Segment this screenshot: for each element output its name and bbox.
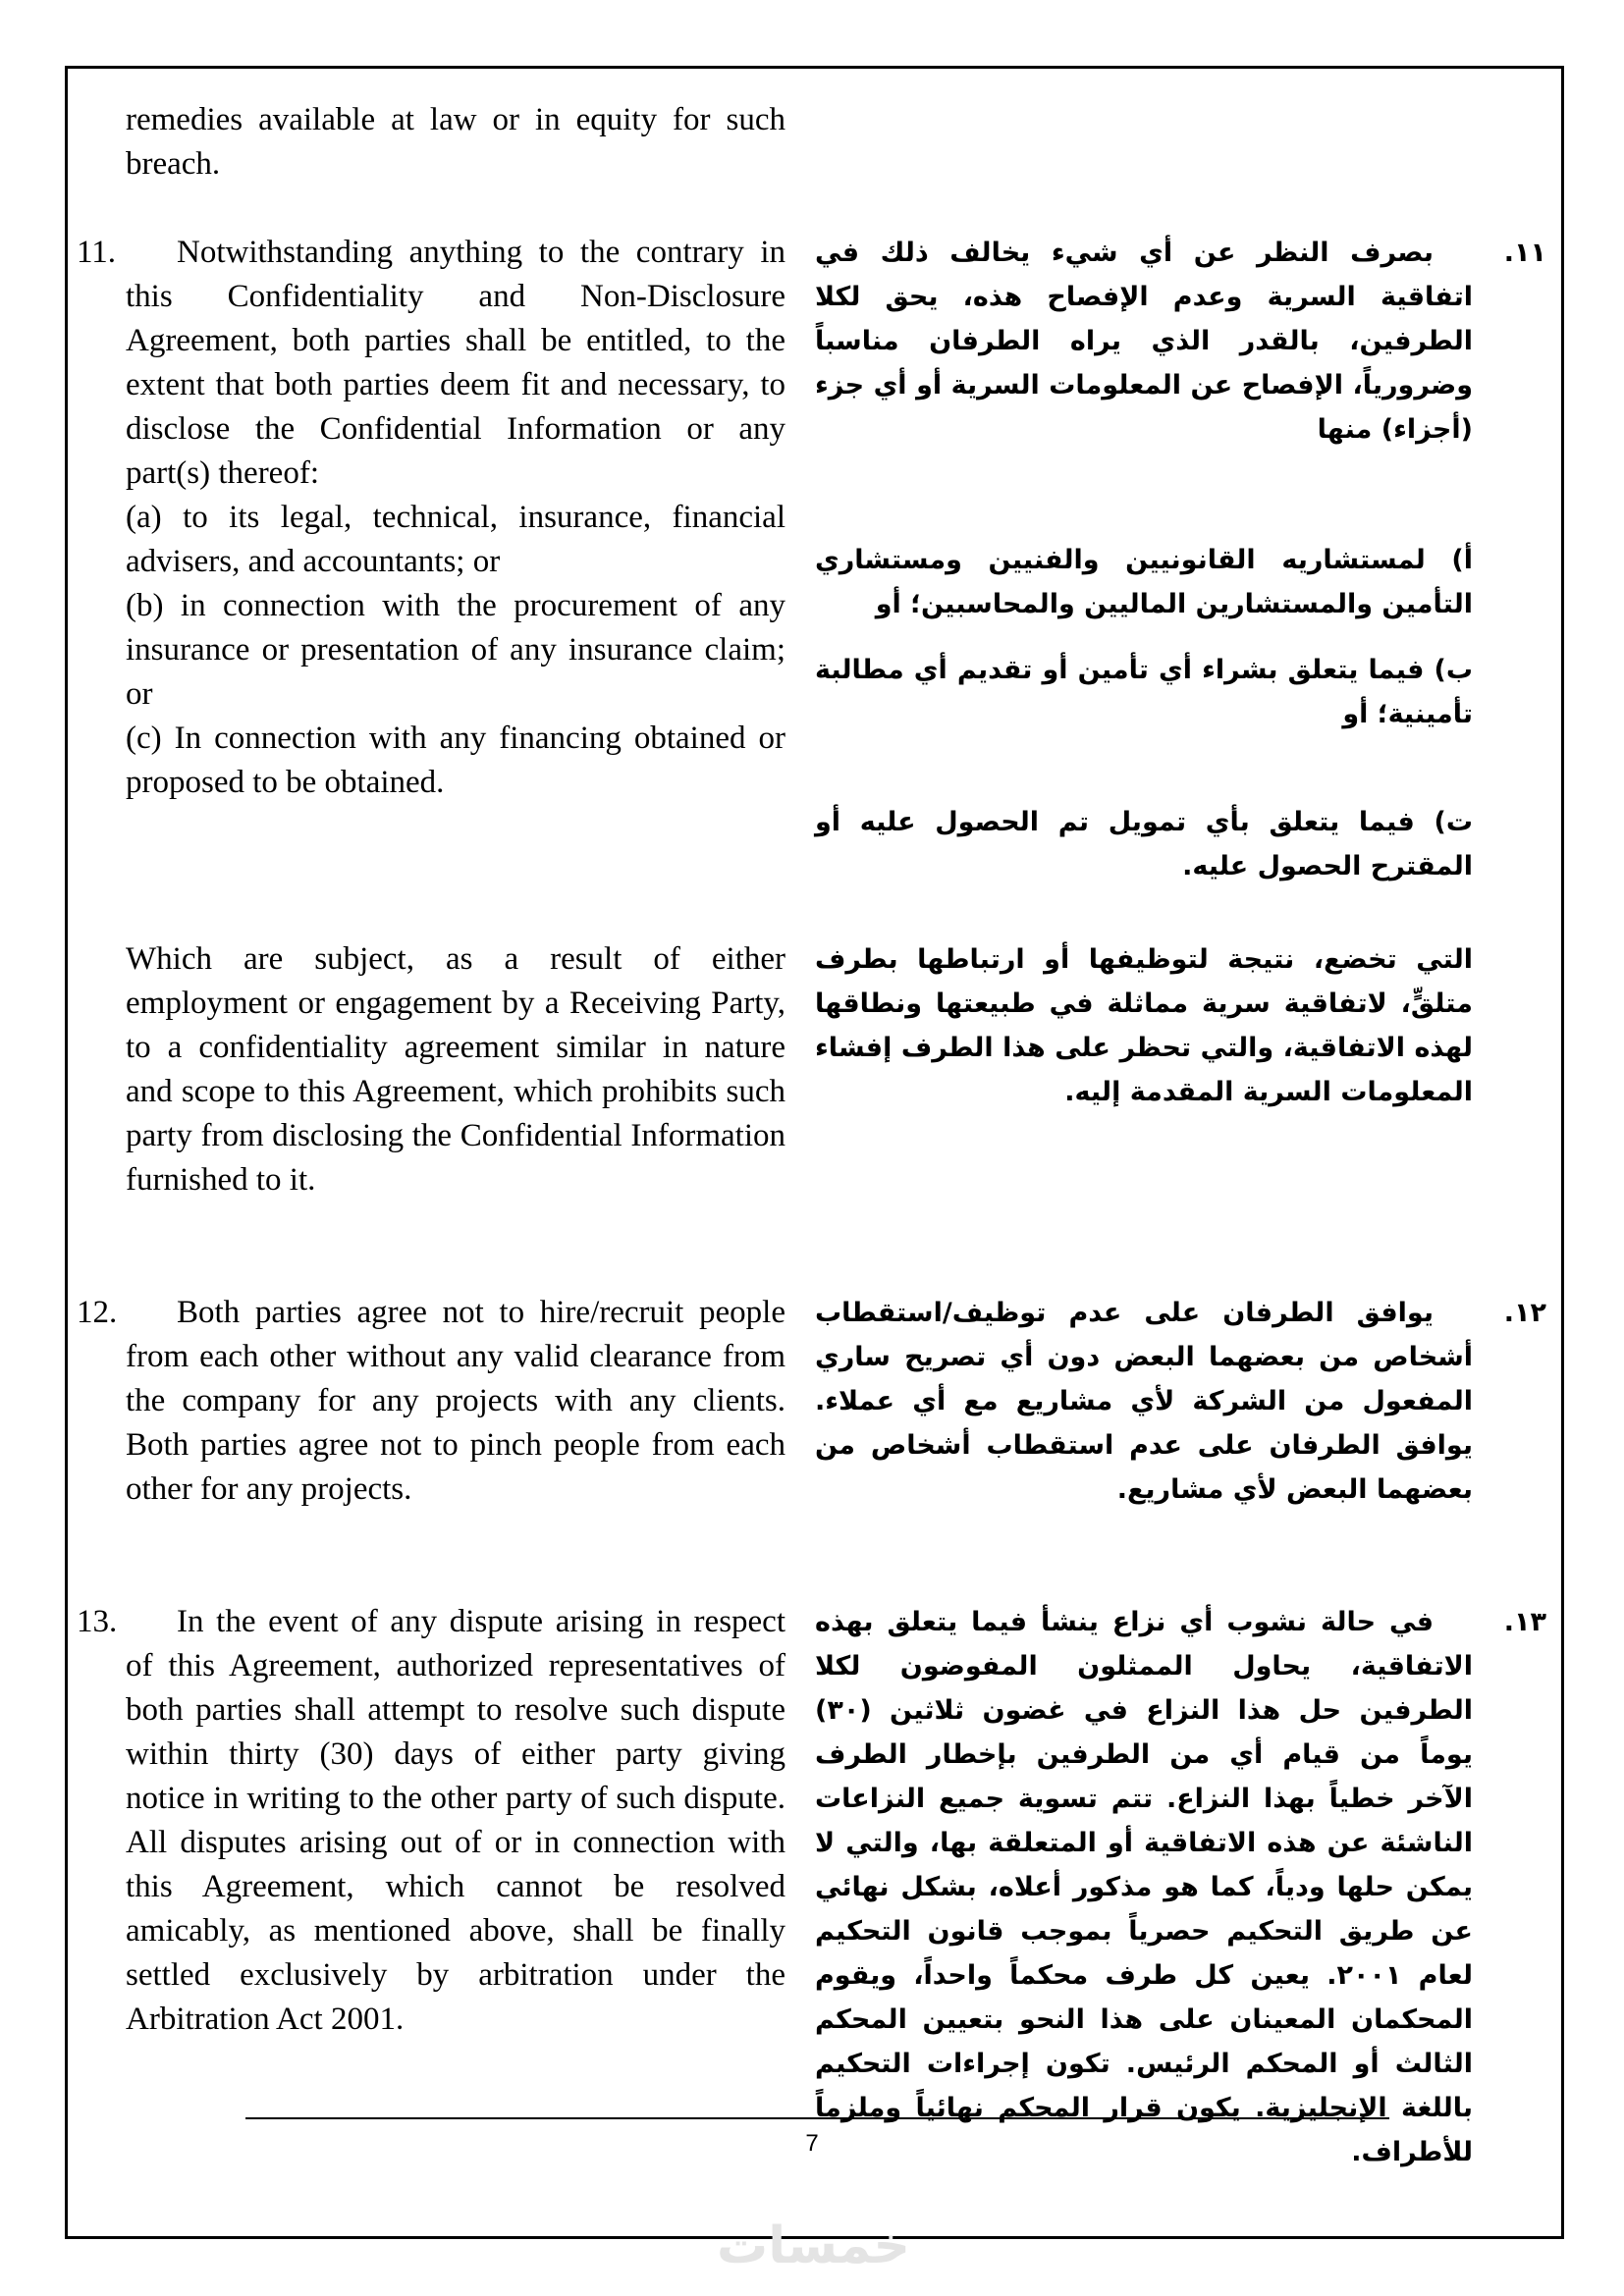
clause-number: 11. [77,235,117,270]
english-clause-11 [77,231,785,805]
clause-number: 12. [77,1295,118,1330]
clause-12-text-ar: يوافق الطرفان على عدم توظيف/استقطاب أشخاص من بعضهما البعض دون أي تصريح ساري المفعول من الشركة لأي مشاريع مع أي عملاء. يوافق الطرفان على عدم استقطاب أشخاص من بعضهما البعض لأي مشاريع. [815,1298,1473,1505]
clause-number: ١١. [1503,238,1546,268]
clause-12-text: Both parties agree not to hire/recruit people from each other without any valid clearance from the company for any projects with any clients. Both parties agree not to pinch people from each other for any projects. [126,1295,785,1507]
arabic-clause-11-closing [815,937,1473,1114]
arabic-clause-11-item-b [815,648,1473,736]
arabic-clause-11-item-a [815,538,1473,626]
clause-number: ١٢. [1503,1298,1546,1328]
clause-11-closing-ar: التي تخضع، نتيجة لتوظيفها أو ارتباطها بطرف متلقٍّ، لاتفاقية سرية مماثلة في طبيعتها ونطاقها لهذه الاتفاقية، والتي تحظر على هذا الطرف إفشاء المعلومات السرية المقدمة إليه. [815,944,1473,1107]
clause-13-text: In the event of any dispute arising in respect of this Agreement, authorized representatives of both parties shall attempt to resolve such dispute within thirty (30) days of either party giving notice in writing to the other party of such dispute. All disputes arising out of or in connection with this Agreement, which cannot be resolved amicably, as mentioned above, shall be finally settled exclusively by arbitration under the Arbitration Act 2001. [126,1604,785,2037]
clause-11-closing: Which are subject, as a result of either employment or engagement by a Receiving Party, to a confidentiality agreement similar in nature and scope to this Agreement, which prohibits such party from disclosing the Confidential Information furnished to it. [126,941,785,1198]
footer-rule [245,2117,1389,2119]
clause-number: ١٣. [1503,1607,1546,1637]
clause-11-item-c-ar: ت) فيما يتعلق بأي تمويل تم الحصول عليه أو المقترح الحصول عليه. [815,807,1473,881]
arabic-clause-11 [815,231,1546,452]
page-number: 7 [805,2130,819,2157]
english-clause-13 [77,1600,785,2042]
english-clause-12 [77,1291,785,1512]
clause-11-item-a: (a) to its legal, technical, insurance, financial advisers, and accountants; or [126,500,785,579]
english-continuation [126,98,785,187]
watermark-logo: خمسات [717,2216,911,2275]
clause-11-item-a-ar: أ) لمستشاريه القانونيين والفنيين ومستشاري التأمين والمستشارين الماليين والمحاسبين؛ أو [815,545,1473,619]
clause-11-item-c: (c) In connection with any financing obtained or proposed to be obtained. [126,721,785,800]
clause-11-intro: Notwithstanding anything to the contrary in this Confidentiality and Non-Disclosure Agreement, both parties shall be entitled, to the extent that both parties deem fit and necessary, to disclose the Confidential Information or any part(s) thereof: [126,235,785,491]
clause-13-text-ar: في حالة نشوب أي نزاع ينشأ فيما يتعلق بهذه الاتفاقية، يحاول الممثلون المفوضون لكلا الطرفين حل هذا النزاع في غضون ثلاثين (٣٠) يوماً من قيام أي من الطرفين بإخطار الطرف الآخر خطياً بهذا النزاع. تتم تسوية جميع النزاعات الناشئة عن هذه الاتفاقية أو المتعلقة بها، والتي لا يمكن حلها ودياً، كما هو مذكور أعلاه، بشكل نهائي عن طريق التحكيم حصرياً بموجب قانون التحكيم لعام ٢٠٠١. يعين كل طرف محكماً واحداً، ويقوم المحكمان المعينان على هذا النحو بتعيين المحكم الثالث أو المحكم الرئيس. تكون إجراءات التحكيم باللغة الإنجليزية. يكون قرار المحكم نهائياً وملزماً للأطراف. [815,1607,1473,2167]
clause-11-item-b-ar: ب) فيما يتعلق بشراء أي تأمين أو تقديم أي مطالبة تأمينية؛ أو [815,655,1473,729]
arabic-clause-12 [815,1291,1546,1512]
clause-11-item-b: (b) in connection with the procurement of any insurance or presentation of any insurance claim; or [126,588,785,712]
english-clause-11-closing [126,937,785,1202]
arabic-clause-13 [815,1600,1546,2174]
arabic-clause-11-item-c [815,800,1473,888]
continuation-text: remedies available at law or in equity for such breach. [126,102,785,182]
clause-number: 13. [77,1604,118,1639]
clause-11-intro-ar: بصرف النظر عن أي شيء يخالف ذلك في اتفاقية السرية وعدم الإفصاح هذه، يحق لكلا الطرفين، بالقدر الذي يراه الطرفان مناسباً وضرورياً، الإفصاح عن المعلومات السرية أو أي جزء (أجزاء) منها [815,238,1473,445]
